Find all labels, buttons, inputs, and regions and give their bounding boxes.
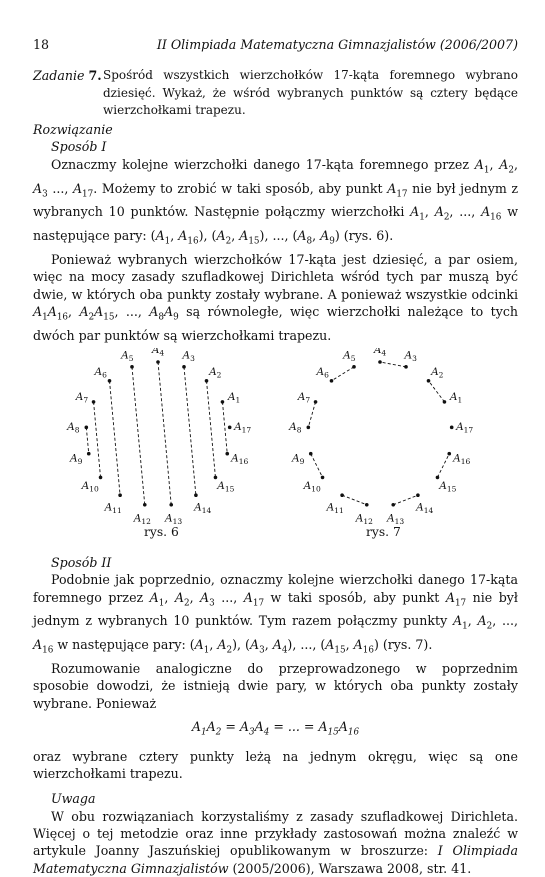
pair-segment: [94, 402, 101, 477]
vertex-label: $A_{12}$: [133, 512, 151, 527]
vertex-label: $A_{14}$: [194, 501, 212, 515]
pair-segment: [222, 402, 227, 454]
solution-heading: Rozwiązanie: [33, 122, 113, 138]
vertex-label: $A_{13}$: [165, 512, 183, 527]
vertex-label: $A_5$: [343, 349, 356, 364]
vertex-label: $A_7$: [297, 391, 311, 405]
vertex-label: $A_1$: [449, 391, 463, 405]
vertex-label: $A_7$: [75, 391, 89, 405]
vertex-label: $A_{16}$: [453, 452, 471, 466]
pair-segment: [207, 381, 216, 478]
vertex-point: [450, 426, 454, 430]
vertex-label: $A_2$: [209, 366, 222, 380]
pair-segment: [437, 454, 449, 478]
vertex-point: [321, 476, 325, 480]
remark-label: Uwaga: [51, 791, 96, 807]
vertex-label: $A_6$: [94, 366, 107, 380]
task-text: Spośród wszystkich wierzchołków 17-kąta foremnego wybrano dziesięć. Wykaż, że wśród wybranych punktów są cztery będące wierzchołkami trapezu.: [103, 68, 518, 117]
vertex-label: $A_8$: [67, 421, 80, 435]
vertex-label: $A_6$: [316, 366, 329, 380]
paragraph-3: Podobnie jak poprzednio, oznaczmy kolejne wierzchołki danego 17-kąta foremnego przez $A_1$, $A_2$, $A_3$ ..., $A_{17}$ w taki sposób, aby punkt $A_{17}$ nie był jednym z wybranych 10 punktów. Tym razem połączmy punkty $A_1$, $A_2$, ..., $A_{16}$ w następujące pary: ($A_1$, $A_2$), ($A_3$, $A_4$), ..., ($A_{15}$, $A_{16}$) (rys. 7).: [33, 572, 518, 656]
page: [33, 36, 518, 877]
paragraph-2: Ponieważ wybranych wierzchołków 17-kąta jest dziesięć, a par osiem, więc na mocy zasady szufladkowej Dirichleta wśród tych par muszą być dwie, w których oba punkty zostały wybrane. A ponieważ wszystkie odcinki $A_1A_{16}$, $A_2A_{15}$, ..., $A_8A_9$ są równoległe, więc wierzchołki należące to tych dwóch par punktów są wierzchołkami trapezu.: [33, 252, 518, 343]
vertex-label: $A_{16}$: [231, 452, 249, 466]
vertex-label: $A_3$: [182, 349, 195, 364]
vertex-label: $A_9$: [70, 452, 83, 466]
vertex-point: [228, 426, 232, 430]
running-header: [33, 36, 518, 53]
paragraph-4: Rozumowanie analogiczne do przeprowadzonego w poprzednim sposobie dowodzi, że istnieją dwie pary, w których oba punkty zostały wybrane. Ponieważ: [33, 661, 518, 711]
pair-segment: [184, 367, 196, 495]
paragraph-5: oraz wybrane cztery punkty leżą na jednym okręgu, więc są one wierzchołkami trapezu.: [33, 748, 518, 782]
pair-segment: [308, 402, 315, 427]
vertex-label: $A_{10}$: [81, 480, 99, 494]
page-number: 18: [33, 37, 50, 52]
vertex-label: $A_{10}$: [303, 480, 321, 494]
task-statement: [33, 67, 518, 119]
pair-segment: [331, 367, 353, 381]
pair-segment: [109, 381, 120, 495]
vertex-label: $A_{15}$: [217, 480, 235, 494]
pair-segment: [132, 367, 145, 505]
task-label: Zadanie 7.: [33, 68, 102, 84]
paragraph-1: Oznaczmy kolejne wierzchołki danego 17-kąta foremnego przez $A_1$, $A_2$, $A_3$ ..., $A_{17}$. Możemy to zrobić w taki sposób, aby punkt $A_{17}$ nie był jednym z wybranych 10 punktów. Następnie połączmy wierzchołki $A_1$, $A_2$, ..., $A_{16}$ w następujące pary: ($A_1$, $A_{16}$), ($A_2$, $A_{15}$), ..., ($A_8$, $A_9$) (rys. 6).: [33, 156, 519, 247]
vertex-point: [447, 452, 451, 456]
vertex-label: $A_9$: [292, 452, 305, 466]
vertex-label: $A_{15}$: [439, 480, 457, 494]
pair-segment: [311, 454, 323, 478]
vertex-label: $A_8$: [289, 421, 302, 435]
vertex-label: $A_{11}$: [326, 501, 344, 515]
vertex-label: $A_{13}$: [387, 512, 405, 527]
vertex-label: $A_{17}$: [234, 421, 252, 435]
figure-7: [288, 348, 473, 526]
vertex-label: $A_{12}$: [355, 512, 373, 527]
vertex-point: [436, 476, 440, 480]
pair-segment: [429, 381, 445, 402]
vertex-label: $A_2$: [431, 366, 444, 380]
equation: $A_1A_2 = A_3A_4$ = ... = $A_{15}A_{16}$: [191, 718, 360, 738]
pair-segment: [342, 495, 367, 505]
vertex-label: $A_5$: [121, 349, 134, 364]
method1-label: Sposób I: [51, 139, 107, 155]
vertex-point: [416, 493, 420, 497]
figure-6: [66, 348, 251, 526]
figures: [33, 348, 518, 544]
pair-segment: [158, 362, 171, 505]
pair-segment: [86, 427, 88, 453]
paragraph-6: W obu rozwiązaniach korzystaliśmy z zasady szufladkowej Dirichleta. Więcej o tej metodzie oraz inne przykłady zastosowań można znaleźć w artykule Joanny Jaszuńskiej opublikowanym w broszurze: I Olimpiada Matematyczna Gimnazjalistów (2005/2006), Warszawa 2008, str. 41.: [33, 808, 519, 876]
pair-segment: [393, 495, 418, 505]
method2-label: Sposób II: [51, 555, 112, 571]
figure-7-caption: rys. 7: [366, 525, 401, 540]
vertex-label: $A_{17}$: [456, 421, 474, 435]
running-title: II Olimpiada Matematyczna Gimnazjalistów (2006/2007): [156, 37, 518, 52]
vertex-label: $A_{11}$: [104, 501, 122, 515]
vertex-point: [307, 426, 311, 430]
vertex-label: $A_{14}$: [416, 501, 434, 515]
figure-6-caption: rys. 6: [144, 525, 179, 540]
pair-segment: [380, 362, 406, 367]
vertex-label: $A_3$: [404, 349, 417, 364]
polygon-figures: [33, 348, 518, 544]
vertex-label: $A_1$: [227, 391, 241, 405]
vertex-label: $A_4$: [151, 348, 165, 358]
vertex-label: $A_4$: [373, 348, 387, 358]
